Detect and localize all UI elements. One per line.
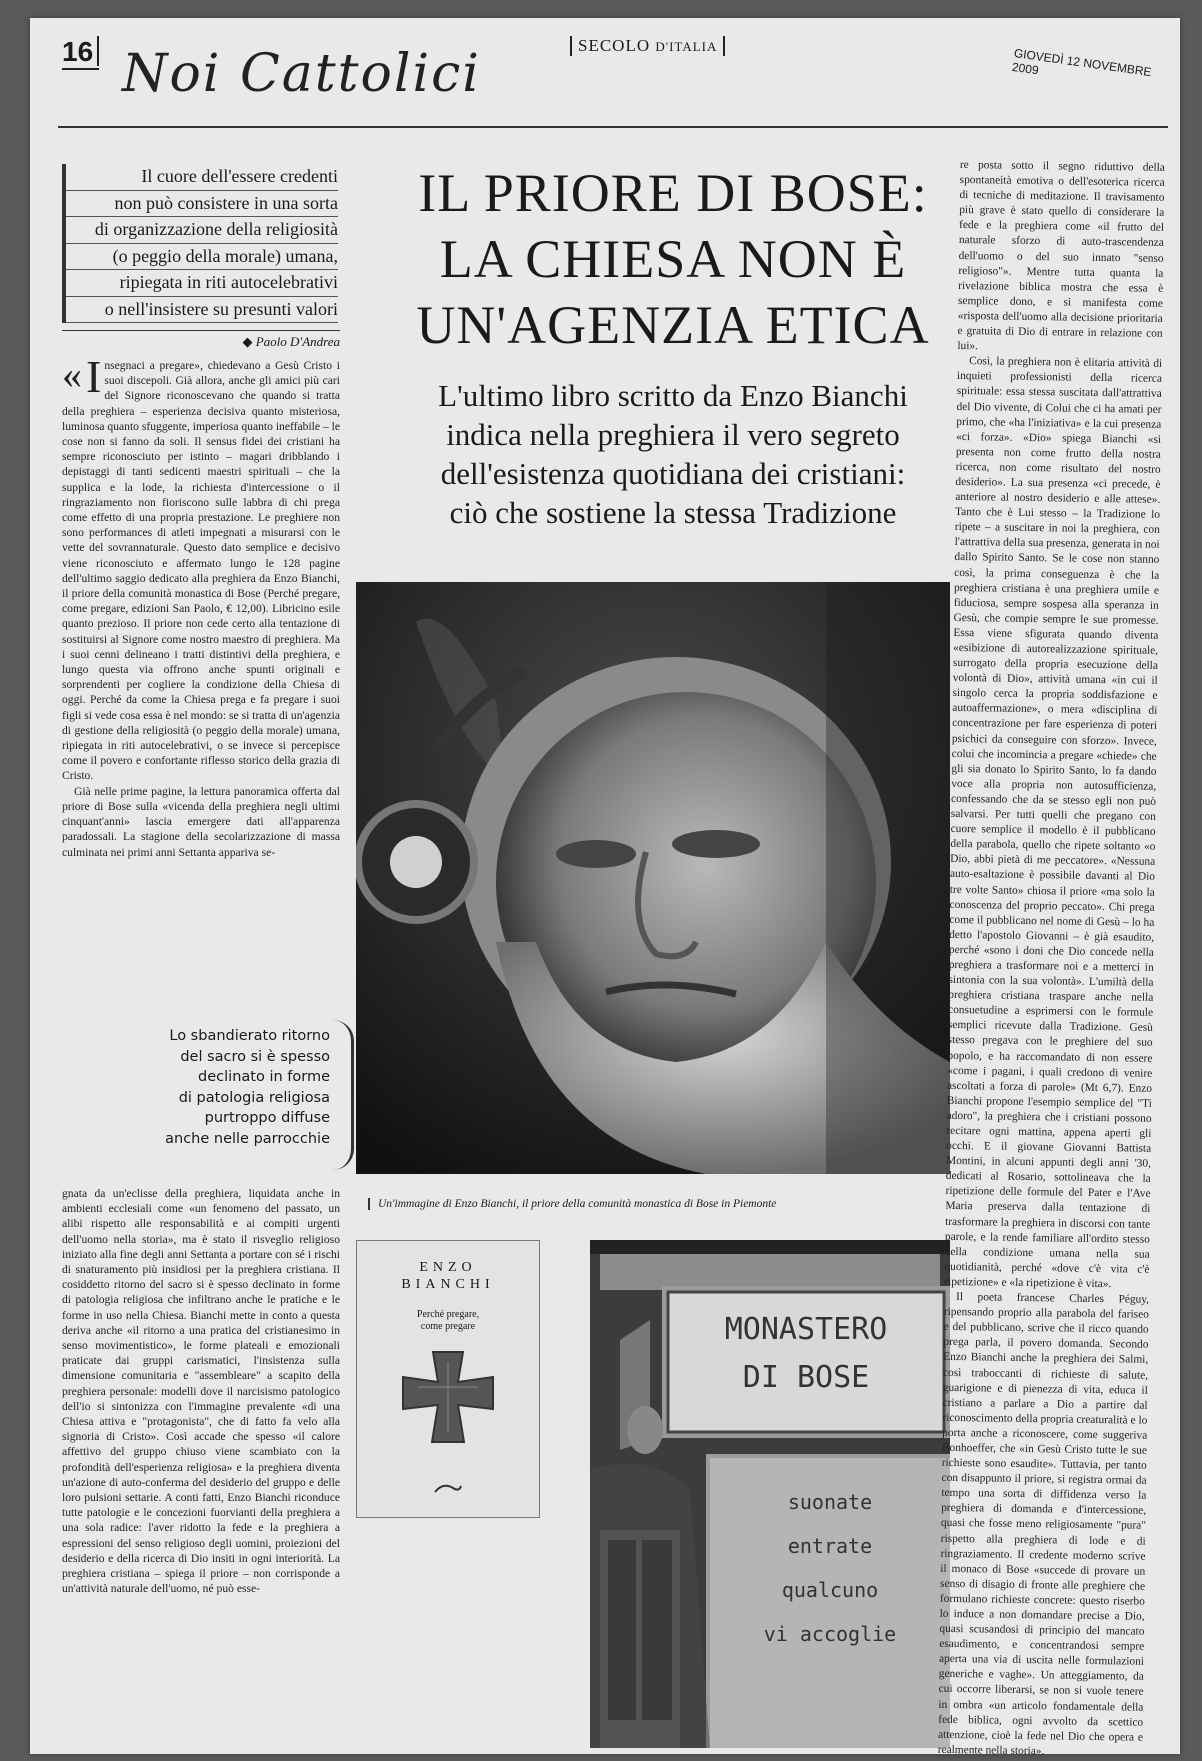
sign-note: vi accoglie [763,1622,897,1646]
portrait-illustration [356,582,950,1174]
book-author-first: ENZO [419,1260,477,1275]
pull-quote-top [62,164,338,323]
sign-note: entrate [787,1534,873,1558]
pull-quote-bar [62,164,66,323]
pull-quote-line: del sacro si è spesso [180,1048,330,1065]
article-paragraph: Il poeta francese Charles Péguy, ripensando proprio alla parabola del fariseo e del pubblicano, scrive che il ricco quando prega parla, il povero domanda. Secondo Enzo Bianchi anche la preghiera dei Salmi, così traboccanti di richieste di salute, guarigione e di pienezza di vita, educa il cristiano a parlare a Dio a partire dal riconoscimento della propria creaturalità e lo porta anche a riconoscere, come suggeriva Bonhoeffer, che «in Gesù Cristo tutte le sue richieste sono esaudite». Tuttavia, per tanto con disappunto il priore, si registra ormai da tempo una sorta di diffidenza verso la preghiera di domanda e d'intercessione, quasi che fosse meno religiosamente "pura" rispetto alla preghiera di lode e di ringraziamento. Il credente moderno scrive il monaco di Bose «succede di provare un senso di disagio di fronte alle preghiere che formulano richieste concrete: questo riserbo lo induce a non domandare precise a Dio, quasi scusandosi di principio del mancato esaudimento, e concentrandosi sempre aperta una via di uscita nelle formulazioni generiche e vaghe». Un atteggiamento, da cui occorre liberarsi, se non si vuole tenere in ombra «un articolo fondamentale della fede biblica, ogni avvolto da scettico attenzione, cioè la fede nel Dio che opera e realmente nella storia». [937,1291,1150,1758]
headline-line: LA CHIESA NON È [439,229,907,289]
book-cover [356,1240,540,1518]
open-quote-mark: « [62,352,82,397]
sign-note: suonate [787,1490,873,1514]
pull-quote-line: purtroppo diffuse [204,1110,330,1126]
deck-line: L'ultimo libro scritto da Enzo Bianchi [438,378,908,413]
pull-quote-line: ripiegata in riti autocelebrativi [62,270,338,297]
bracket-decoration [333,1020,354,1170]
article-column-1 [62,351,340,860]
cross-icon [398,1347,498,1447]
header-rule [58,126,1168,128]
deck-line: ciò che sostiene la stessa Tradizione [449,495,897,530]
article-column-3 [938,158,1165,1761]
issue-date: GIOVEDÌ 12 NOVEMBRE 2009 [1011,46,1153,80]
sign-title [668,1306,944,1402]
pull-quote-line: o nell'insistere su presunti valori [62,297,338,324]
pull-quote-mid [90,1026,330,1149]
sign-notes [710,1480,950,1656]
pull-quote-line: di patologia religiosa [178,1089,330,1106]
section-title: Noi Cattolici [122,44,481,104]
publisher-logo-icon [433,1482,463,1496]
article-paragraph: gnata da un'eclisse della preghiera, liquidata anche in ambienti ecclesiali come «un fenomeno del passato, un alibi rispetto alle responsabilità e ai compiti urgenti dell'uomo nella storia», ma è stato il risveglio religioso iniziato alla fine degli anni Settanta a portare con sé i rischi di snaturamento più insidiosi per la preghiera cristiana. Il cosiddetto ritorno del sacro si è spesso declinato in forme di patologia religiosa che infiltrano anche le pratiche e le forme in uso nella Chiesa. Bianchi mette in conto a questa deriva anche «il ritorno a una pratica del cristianesimo in senso movimentistico», le forme plateali e emozionali praticate dai gruppi carismatici, l'insistenza sulla dimensione comunitaria e "assembleare" a scapito della preghiera personale: modelli dove il narcisismo patologico dell'io si sintonizza con l'immagine prevalente «di una Chiesa attiva e "protagonista", che di fatto fa velo alla signoria di Cristo». Così accade che spesso «il calore affettivo del gruppo chiuso viene scambiato con la profondità dell'esperienza religiosa» e la preghiera diventa un'azione di auto-conferma del desiderio del gruppo e delle loro pulsioni settarie. A conti fatti, Enzo Bianchi riconduce tutte patologie e le concezioni fuorvianti della preghiera a una sola radice: l'aver ridotto la fede e la preghiera a espressioni del senso religioso degli uomini, proiezioni del desiderio e della ricerca di Dio insiti in ogni interiorità. La preghiera cristiana – spiega il priore – non corrisponde a un'attività naturale dell'uomo, né può esse- [62,1187,340,1596]
headline [362,160,984,358]
book-author [357,1259,539,1293]
paper-name-small: D'ITALIA [655,39,718,54]
pull-quote-line: di organizzazione della religiosità [62,217,338,244]
author-name: Paolo D'Andrea [255,334,340,349]
newspaper-page [30,18,1180,1758]
article-column-1-continued [62,1186,340,1596]
article-paragraph: Già nelle prime pagine, la lettura panoramica offerta dal priore di Bose sulla «vicenda della preghiera negli ultimi cinquant'anni» lascia emergere dati all'apparenza paradossali. La stagione della secolarizzazione di massa culminata nei primi anni Settanta appariva se- [62,784,340,859]
sign-note: qualcuno [781,1578,879,1602]
pull-quote-line: non può consistere in una sorta [62,191,338,218]
book-title [357,1309,539,1333]
headline-line: IL PRIORE DI BOSE: [418,163,928,223]
article-paragraph: Così, la preghiera non è elitaria attività di inquieti professionisti della ricerca spirituale: essa stessa suscitata dall'attrattiva del Dio vivente, di Colui che ci ha amati per primo, che «ha l'iniziativa» e la cui presenza «ci forza». «Dio» spiega Bianchi «si presenta non come frutto della nostra ricerca, non come risultato del nostro desiderio». La sua presenza «ci precede, è anteriore al nostro desiderio e alle attese». Tanto che è Lui stesso – la Tradizione lo ripete – a suscitare in noi la preghiera, con l'attrattiva della sua presenza, generata in noi dallo Spirito Santo. Se le cose non stanno così, la prima conseguenza è che la preghiera cristiana è una preghiera umile e fiduciosa, sempre sospesa alla speranza in Gesù, che compie sempre le sue promesse. Essa viene sfigurata quando diventa «esibizione di autorealizzazione spirituale, surrogato della propria esecuzione della volontà di Dio», attività umana «in cui il singolo cerca la propria soddisfazione e autoaffermazione», o mera «disciplina di concentrazione per fare esperienza di poteri psichici da conseguire con sforzo». Invece, colui che incomincia a pregare «chiede» che gli sia donato lo Spirito Santo, lo fa dando voce alla propria non autosufficienza, confessando che da se stesso egli non può salvarsi. Per tutti quelli che pregano con cuore semplice il modello è il pubblicano della parabola, quello che ripete soltanto «o Dio, abbi pietà di me peccatore». «Nessuna auto-esaltazione è possibile davanti al Dio tre volte Santo» chiosa il priore «ma solo la conoscenza del proprio peccato». Chi prega come il pubblicano nel nome di Gesù – lo ha detto l'apostolo Giovanni – è già esaudito, perché «sono i doni che Dio concede nella preghiera a trasformare noi e a metterci in sintonia con la sua volontà». L'umiltà della preghiera cristiana traspare anche nella consuetudine a esprimersi con le formule semplici ricevute dalla Tradizione. Gesù stesso pregava con le preghiere del suo popolo, e ha raccomandato di non essere «come i pagani, i quali credono di venire ascoltati a forza di parole» (Mt 6,7). Enzo Bianchi propone l'esempio semplice del "Ti adoro", la preghiera che i cristiani possono recitare ogni mattina, appena aperti gli occhi. E il giovane Giovanni Battista Montini, in alcuni appunti degli anni '30, dedicati al Rosario, sottolineava che la ripetizione delle formule del Pater e l'Ave Maria preserva dalla tentazione di trasformare la preghiera in discorsi con tante parole, e la rende familiare all'ordito stesso della condizione umana nella sua quotidianità, perché «dove c'è vita c'è ripetizione» e «la ripetizione è vita». [944,355,1163,1291]
book-title-line: Perché pregare, [416,1309,480,1320]
page-number: 16 [62,36,99,70]
pull-quote-line: anche nelle parrocchie [165,1130,330,1147]
deck-line: indica nella preghiera il vero segreto [446,417,900,452]
byline: ◆ Paolo D'Andrea [62,330,340,350]
portrait-photo [356,582,950,1174]
sign-line: DI BOSE [742,1360,870,1395]
photo-caption: Un'immagine di Enzo Bianchi, il priore della comunità monastica di Bose in Piemonte [368,1198,960,1210]
book-author-last: BIANCHI [401,1277,495,1292]
paper-name: SECOLO [578,36,651,55]
headline-line: UN'AGENZIA ETICA [416,295,930,355]
pull-quote-line: Il cuore dell'essere credenti [62,164,338,191]
sign-line: MONASTERO [724,1312,888,1347]
article-paragraph: re posta sotto il segno riduttivo della spontaneità emotiva o dell'esoterica ricerca di tecniche di meditazione. Il travisamento più grave è stato quello di considerare la fede e la preghiera come «il frutto del naturale sforzo di auto-trascendenza dell'uomo o del suo innato "senso religioso"». Mentre tutta quanta la rivelazione biblica mostra che essa è semplice dono, e si manifesta come «risposta dell'uomo alla decisione prioritaria e gratuita di Dio di entrare in relazione con lui». [957,158,1165,353]
book-title-line: come pregare [420,1321,476,1332]
newspaper-masthead [570,36,725,56]
pull-quote-line: declinato in forme [198,1069,330,1085]
monastery-sign-photo [590,1240,950,1748]
deck-line: dell'esistenza quotidiana dei cristiani: [440,456,906,491]
article-paragraph: nsegnaci a pregare», chiedevano a Gesù Cristo i suoi discepoli. Già allora, anche gli amici più cari del Signore riconoscevano che quando si tratta della preghiera – esperienza decisiva quanto misteriosa, luminosa quanto sfuggente, imperiosa quanto ineffabile – le cose non si fanno da soli. Il sensus fidei dei cristiani ha sempre riconosciuto per istinto – magari dribblando i depistaggi di tanti sedicenti maestri spirituali – che la supplica e la lode, la richiesta d'intercessione o il ringraziamento non fioriscono sulle labbra di chi prega come effetto di una propria prestazione. Le preghiere non sono performances di atleti impegnati a misurarsi con le vette del sovrannaturale. Questo dato semplice e decisivo viene riconosciuto e affermato lungo le 128 pagine dell'ultimo saggio dedicato alla preghiera da Enzo Bianchi, il priore della comunità monastica di Bose (Perché pregare, come pregare, edizioni San Paolo, € 12,00). Libricino esile quanto prezioso. Il priore non cede certo alla tentazione di sostituirsi al Signore come nostro maestro di preghiera. Ma i suoi cenni delineano i tratti distintivi della preghiera, e lungo questa via offrono anche spunti originali e sorprendenti per cogliere la condizione della Chiesa di oggi. Perché da come la Chiesa prega e fa pregare i suoi figli si vede cosa essa è nel mondo: se si tratta di un'agenzia di gestione della religiosità (o peggio della morale) umana, ripiegata in riti autocelebrativi, o se invece si percepisce come il povero e confortante riflesso storico della grazia di Cristo. [62,359,340,783]
pull-quote-line: (o peggio della morale) umana, [62,244,338,271]
drop-cap: I [86,351,102,402]
pull-quote-line: Lo sbandierato ritorno [169,1028,330,1044]
subheadline [360,376,986,532]
